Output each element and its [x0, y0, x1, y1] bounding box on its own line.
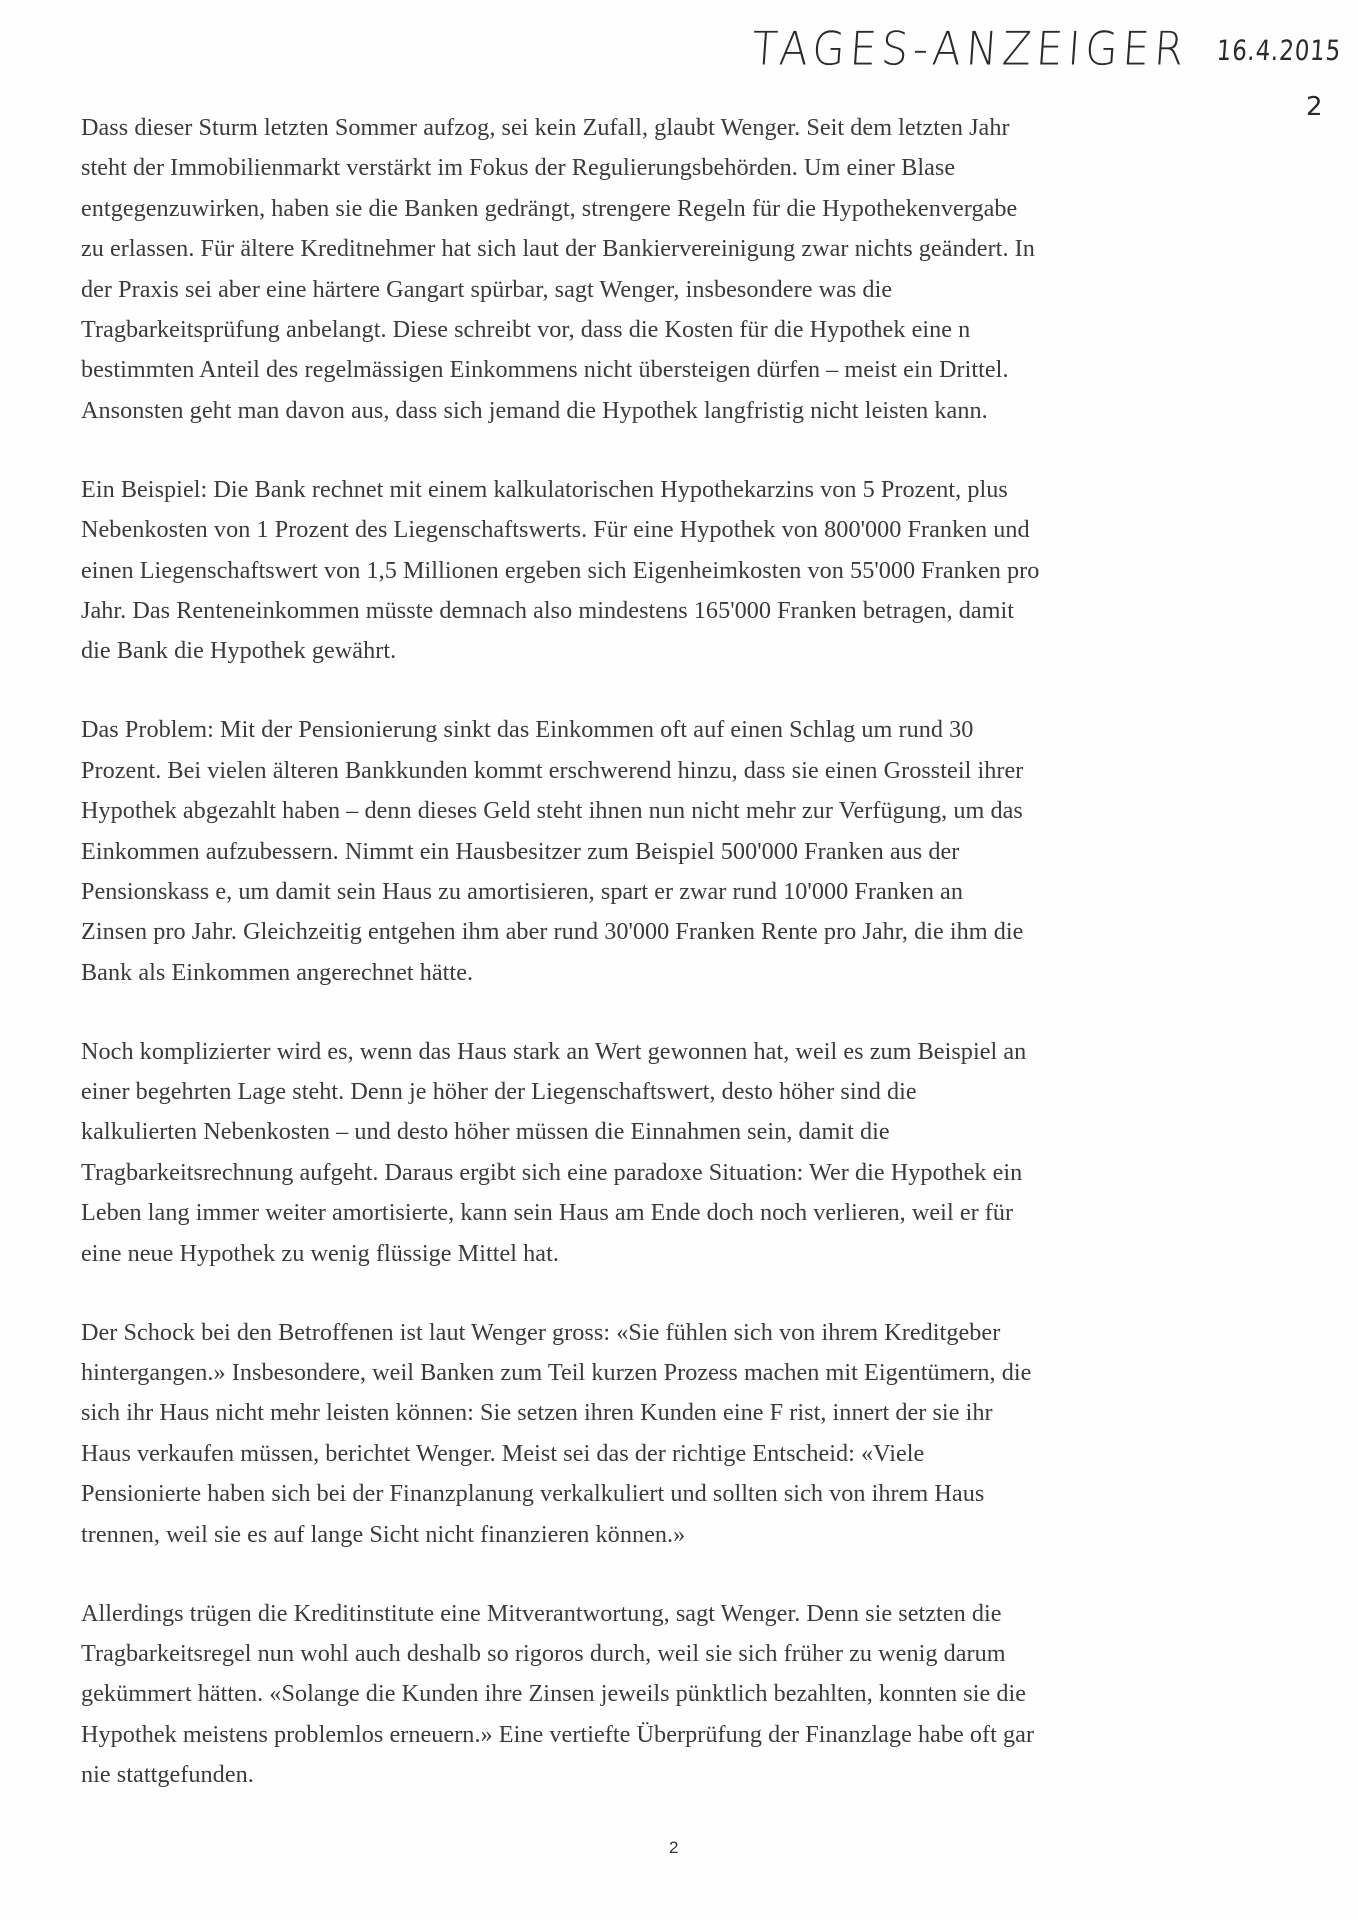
text-line: Tragbarkeitsregel nun wohl auch deshalb so rigoros durch, weil sie sich früher zu wenig darum: [81, 1639, 1006, 1667]
text-line: bestimmten Anteil des regelmässigen Einkommens nicht übersteigen dürfen – meist ein Drittel.: [81, 356, 1009, 384]
text-line: entgegenzuwirken, haben sie die Banken gedrängt, strengere Regeln für die Hypothekenvergabe: [81, 194, 1018, 222]
text-line: Hypothek abgezahlt haben – denn dieses Geld steht ihnen nun nicht mehr zur Verfügung, um das: [81, 797, 1023, 825]
text-line: der Praxis sei aber eine härtere Gangart spürbar, sagt Wenger, insbesondere was die: [81, 275, 893, 303]
paragraph-problem: [81, 710, 1281, 993]
text-line: Das Problem: Mit der Pensionierung sinkt das Einkommen oft auf einen Schlag um rund 30: [81, 716, 974, 744]
text-line: Zinsen pro Jahr. Gleichzeitig entgehen ihm aber rund 30'000 Franken Rente pro Jahr, die ihm die: [81, 918, 1024, 946]
text-line: Nebenkosten von 1 Prozent des Liegenschaftswerts. Für eine Hypothek von 800'000 Franken und: [81, 516, 1030, 544]
paragraph-example: [81, 470, 1281, 672]
text-line: kalkulierten Nebenkosten – und desto höher müssen die Einnahmen sein, damit die: [81, 1118, 890, 1146]
text-line: Noch komplizierter wird es, wenn das Haus stark an Wert gewonnen hat, weil es zum Beispiel an: [81, 1037, 1027, 1065]
paragraph-responsibility: [81, 1594, 1281, 1796]
paragraph-complication: [81, 1032, 1281, 1274]
paragraph-regulation: [81, 108, 1281, 431]
text-line: sich ihr Haus nicht mehr leisten können: Sie setzen ihren Kunden eine F rist, innert der sie ihr: [81, 1399, 993, 1427]
text-line: Leben lang immer weiter amortisierte, kann sein Haus am Ende doch noch verlieren, weil er für: [81, 1199, 1014, 1227]
text-line: Pensionskass e, um damit sein Haus zu amortisieren, spart er zwar rund 10'000 Franken an: [81, 877, 963, 905]
text-line: Haus verkaufen müssen, berichtet Wenger. Meist sei das der richtige Entscheid: «Viele: [81, 1439, 925, 1467]
text-line: nie stattgefunden.: [81, 1761, 254, 1789]
text-line: Dass dieser Sturm letzten Sommer aufzog, sei kein Zufall, glaubt Wenger. Seit dem letzten Jahr: [81, 114, 1010, 141]
text-line: trennen, weil sie es auf lange Sicht nicht finanzieren können.»: [81, 1520, 686, 1548]
text-line: zu erlassen. Für ältere Kreditnehmer hat sich laut der Bankiervereinigung zwar nichts geändert. In: [81, 235, 1035, 263]
text-line: steht der Immobilienmarkt verstärkt im Fokus der Regulierungsbehörden. Um einer Blase: [81, 154, 956, 182]
text-line: einer begehrten Lage steht. Denn je höher der Liegenschaftswert, desto höher sind die: [81, 1078, 917, 1106]
text-line: Ein Beispiel: Die Bank rechnet mit einem kalkulatorischen Hypothekarzins von 5 Prozent, plus: [81, 475, 1008, 503]
text-line: Der Schock bei den Betroffenen ist laut Wenger gross: «Sie fühlen sich von ihrem Kreditgeber: [81, 1318, 1001, 1346]
article-body: [81, 108, 1281, 1834]
handwritten-source-annotation: TAGES-ANZEIGER: [750, 21, 1191, 76]
text-line: Einkommen aufzubessern. Nimmt ein Hausbesitzer zum Beispiel 500'000 Franken aus der: [81, 837, 960, 865]
handwritten-date-annotation: 16.4.2015: [1215, 34, 1343, 67]
text-line: einen Liegenschaftswert von 1,5 Millionen ergeben sich Eigenheimkosten von 55'000 Franken pro: [81, 556, 1040, 584]
text-line: gekümmert hätten. «Solange die Kunden ihre Zinsen jeweils pünktlich bezahlten, konnten sie die: [81, 1680, 1027, 1708]
text-line: eine neue Hypothek zu wenig flüssige Mittel hat.: [81, 1239, 559, 1267]
text-line: Jahr. Das Renteneinkommen müsste demnach also mindestens 165'000 Franken betragen, damit: [81, 596, 1015, 624]
text-line: Ansonsten geht man davon aus, dass sich jemand die Hypothek langfristig nicht leisten kann.: [81, 396, 988, 424]
page-number: 2: [669, 1838, 679, 1857]
text-line: Tragbarkeitsprüfung anbelangt. Diese schreibt vor, dass die Kosten für die Hypothek eine n: [81, 316, 971, 344]
text-line: hintergangen.» Insbesondere, weil Banken zum Teil kurzen Prozess machen mit Eigentümern, die: [81, 1358, 1032, 1386]
text-line: Pensionierte haben sich bei der Finanzplanung verkalkuliert und sollten sich von ihrem Haus: [81, 1480, 985, 1508]
text-line: Hypothek meistens problemlos erneuern.» Eine vertiefte Überprüfung der Finanzlage habe oft gar: [81, 1720, 1035, 1748]
text-line: Bank als Einkommen angerechnet hätte.: [81, 958, 474, 986]
text-line: Tragbarkeitsrechnung aufgeht. Daraus ergibt sich eine paradoxe Situation: Wer die Hypothek ein: [81, 1158, 1023, 1186]
paragraph-shock: [81, 1313, 1281, 1555]
text-line: die Bank die Hypothek gewährt.: [81, 637, 397, 665]
handwritten-page-mark: 2: [1306, 92, 1325, 122]
text-line: Prozent. Bei vielen älteren Bankkunden kommt erschwerend hinzu, dass sie einen Grossteil ihrer: [81, 756, 1024, 784]
text-line: Allerdings trügen die Kreditinstitute eine Mitverantwortung, sagt Wenger. Denn sie setzten die: [81, 1599, 1002, 1627]
